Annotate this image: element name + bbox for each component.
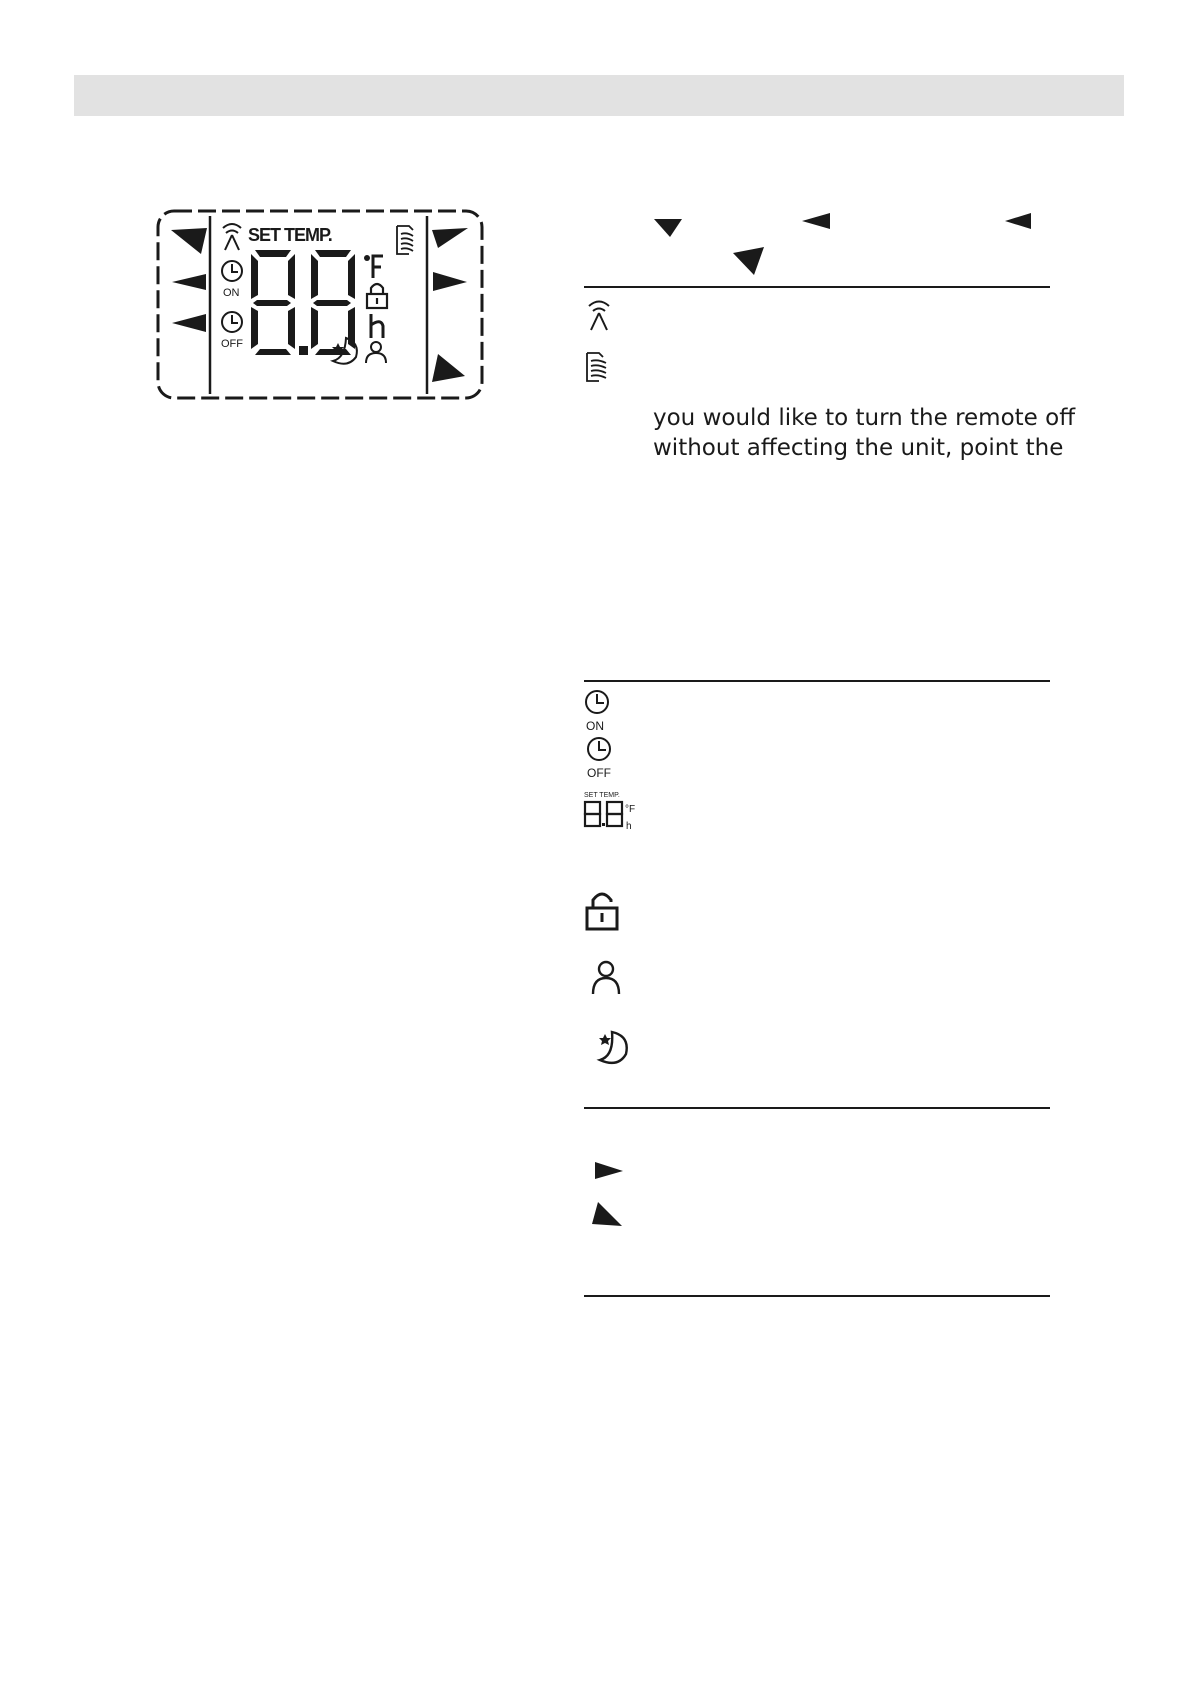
timer-off-icon bbox=[222, 312, 242, 332]
lcd-right-arrow-3 bbox=[432, 354, 465, 382]
arrow-down-hint-2 bbox=[733, 247, 764, 275]
up-arrow-icon-legend bbox=[590, 1200, 624, 1228]
section-divider-3 bbox=[584, 1107, 1050, 1109]
lock-icon bbox=[367, 284, 387, 308]
arrow-down-hint-1 bbox=[654, 219, 682, 237]
section-divider-4 bbox=[584, 1295, 1050, 1297]
wireless-icon-legend bbox=[584, 298, 614, 332]
header-band bbox=[74, 75, 1124, 116]
lcd-off-label: OFF bbox=[221, 338, 243, 350]
sleep-moon-icon-legend bbox=[596, 1028, 632, 1068]
fahrenheit-indicator bbox=[364, 255, 383, 278]
section-divider-2 bbox=[584, 680, 1050, 682]
lcd-left-arrow-2 bbox=[172, 274, 206, 290]
lcd-digits bbox=[251, 250, 355, 355]
person-icon bbox=[366, 342, 386, 363]
lcd-left-arrow-3 bbox=[172, 314, 206, 332]
timer-off-label: OFF bbox=[587, 766, 611, 780]
person-icon-legend bbox=[591, 960, 621, 996]
sleep-moon-icon bbox=[332, 338, 357, 364]
arrow-left-hint-1 bbox=[802, 213, 830, 229]
wireless-icon bbox=[223, 224, 241, 250]
timer-off-icon-legend bbox=[582, 736, 616, 780]
instruction-line-2: without affecting the unit, point the bbox=[653, 435, 1064, 461]
arrow-left-hint-2 bbox=[1005, 213, 1031, 229]
fan-speed-icon bbox=[397, 226, 413, 254]
instruction-line-1: you would like to turn the remote off bbox=[653, 405, 1076, 431]
small-set-temp-label: SET TEMP. bbox=[584, 792, 620, 799]
small-hours-label: h bbox=[626, 821, 632, 832]
timer-on-icon-legend bbox=[582, 688, 616, 732]
right-arrow-icon-legend bbox=[593, 1160, 625, 1182]
lcd-display-illustration bbox=[155, 208, 485, 402]
lcd-set-temp-label: SET TEMP. bbox=[248, 225, 332, 245]
lcd-left-arrow-1 bbox=[171, 228, 207, 254]
timer-on-icon bbox=[222, 261, 242, 281]
lcd-right-arrow-2 bbox=[433, 272, 467, 291]
small-unit-label: °F bbox=[625, 804, 636, 815]
timer-on-label: ON bbox=[586, 719, 604, 732]
lcd-right-arrow-1 bbox=[432, 228, 468, 248]
section-divider-1 bbox=[584, 286, 1050, 288]
fan-speed-icon-legend bbox=[584, 350, 616, 384]
hours-indicator bbox=[371, 314, 383, 338]
lock-icon-legend bbox=[584, 888, 620, 932]
set-temp-digits-icon-legend bbox=[582, 788, 644, 838]
lcd-on-label: ON bbox=[223, 287, 240, 299]
arrow-hints-row bbox=[650, 205, 1050, 275]
